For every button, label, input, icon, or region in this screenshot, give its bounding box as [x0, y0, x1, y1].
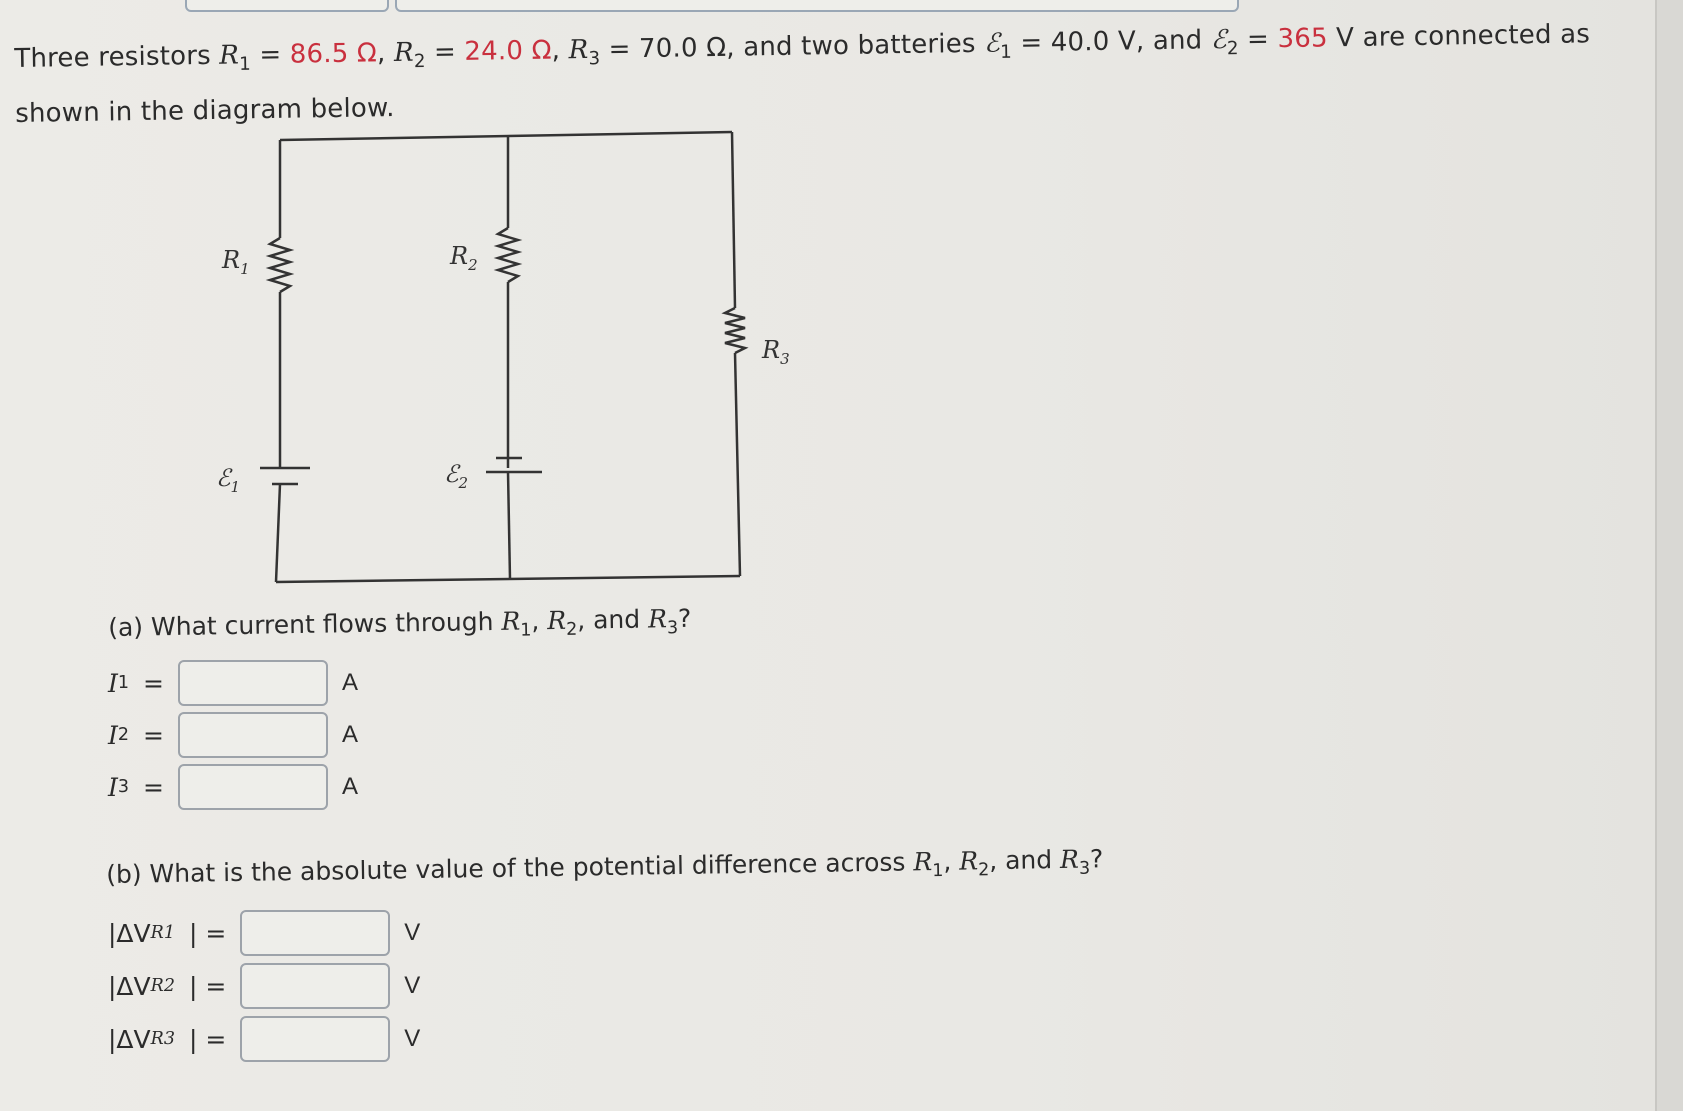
e2-value: 365 — [1277, 23, 1328, 55]
answer-row-i1: I 1 = A — [108, 660, 358, 706]
answer-row-dv2: |ΔV R2 | = V — [108, 963, 420, 1009]
part-a-question: (a) What current flows through $R_1$, $R_2$, and $R_3$? — [108, 603, 692, 642]
r2-label: $R_2$ — [450, 242, 478, 274]
dv-r2-input[interactable] — [240, 963, 390, 1009]
r3-label: $R_3$ — [762, 336, 790, 368]
e1-label: ℰ$_1$ — [216, 464, 241, 496]
answer-row-i3: I 3 = A — [108, 764, 358, 810]
part-b-question: (b) What is the absolute value of the potential difference across $R_1$, $R_2$, and $R_3$? — [106, 844, 1104, 889]
scrollbar-track[interactable] — [1655, 0, 1683, 1111]
i3-input[interactable] — [178, 764, 328, 810]
i1-input[interactable] — [178, 660, 328, 706]
i2-input[interactable] — [178, 712, 328, 758]
circuit-diagram — [180, 118, 800, 598]
bottom-wire — [276, 576, 740, 582]
e2-label: ℰ$_2$ — [444, 460, 469, 492]
dv-r3-input[interactable] — [240, 1016, 390, 1062]
r1-label: $R_1$ — [222, 246, 250, 278]
top-field-1 — [185, 0, 389, 12]
r2-resistor — [498, 228, 518, 282]
top-field-2 — [395, 0, 1239, 12]
answer-row-dv1: |ΔV R1 | = V — [108, 910, 420, 956]
answer-row-i2: I 2 = A — [108, 712, 358, 758]
r3-resistor — [725, 308, 745, 353]
r2-value: 24.0 Ω — [464, 35, 552, 67]
top-wire — [280, 132, 732, 140]
r1-value: 86.5 Ω — [289, 38, 378, 70]
r3-value: 70.0 Ω — [638, 32, 727, 65]
dv-r1-input[interactable] — [240, 910, 390, 956]
e1-value: 40.0 — [1050, 26, 1110, 58]
problem-statement: Three resistors $R_1 = 86.5$ Ω, $R_2 = 24.0$ Ω, $R_3 = 70.0$ Ω, and two batteries ℰ$_1$ = 40.0 V, and ℰ$_2$ = 365 V are connected as shown in the diagram below. — [14, 19, 1591, 130]
answer-row-dv3: |ΔV R3 | = V — [108, 1016, 420, 1062]
r1-resistor — [270, 238, 290, 292]
